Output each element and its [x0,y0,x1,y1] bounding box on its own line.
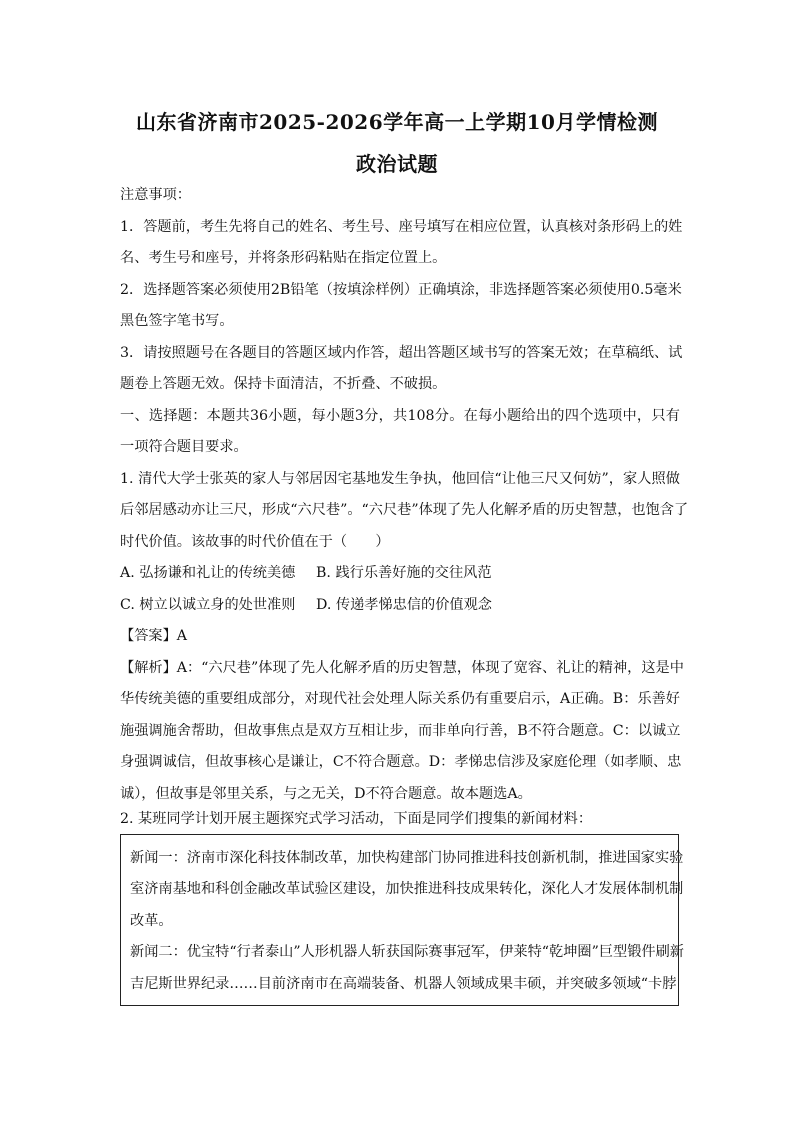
news-line: 室济南基地和科创金融改革试验区建设，加快推进科技成果转化，深化人才发展体制机制 [130,881,684,897]
news-line: 新闻二：优宝特“行者泰山”人形机器人斩获国际赛事冠军，伊莱特“乾坤圈”巨型锻件刷新 [130,944,684,960]
exam-title: 山东省济南市2025-2026学年高一上学期10月学情检测 [136,110,658,134]
question-1-stem: 1. 清代大学士张英的家人与邻居因宅基地发生争执，他回信“让他三尺又何妨”，家人照做 [120,471,680,487]
notice-line: 黑色签字笔书写。 [120,313,234,329]
exam-subtitle: 政治试题 [356,152,438,176]
question-1-analysis: 华传统美德的重要组成部分，对现代社会处理人际关系仍有重要启示，A正确。B：乐善好 [120,691,680,707]
question-1-option-a: A. 弘扬谦和礼让的传统美德 [120,565,296,581]
question-1-analysis: 【解析】A：“六尺巷”体现了先人化解矛盾的历史智慧，体现了宽容、礼让的精神，这是中 [120,660,684,676]
news-line: 吉尼斯世界纪录……目前济南市在高端装备、机器人领域成果丰硕，并突破多领域“卡脖 [130,976,677,992]
question-1-option-c: C. 树立以诚立身的处世准则 [120,597,296,613]
question-1-analysis: 诚），但故事是邻里关系，与之无关，D不符合题意。故本题选A。 [120,786,532,802]
question-2-stem: 2. 某班同学计划开展主题探究式学习活动，下面是同学们搜集的新闻材料： [120,811,593,827]
notice-heading: 注意事项： [120,187,191,203]
section-heading: 一、选择题：本题共36小题，每小题3分，共108分。在每小题给出的四个选项中，只有 [120,408,680,424]
question-1-answer: 【答案】A [120,628,187,644]
question-1-stem: 后邻居感动亦让三尺，形成“六尺巷”。“六尺巷”体现了先人化解矛盾的历史智慧，也饱含了 [120,502,689,518]
news-line: 新闻一：济南市深化科技体制改革，加快构建部门协同推进科技创新机制，推进国家实验 [130,850,684,866]
question-1-option-b: B. 践行乐善好施的交往风范 [316,565,492,581]
section-heading: 一项符合题目要求。 [120,439,248,455]
news-line: 改革。 [130,913,173,929]
question-1-analysis: 身强调诚信，但故事核心是谦让，C不符合题意。D：孝悌忠信涉及家庭伦理（如孝顺、忠 [120,754,682,770]
notice-line: 题卷上答题无效。保持卡面清洁，不折叠、不破损。 [120,376,447,392]
notice-line: 3．请按照题号在各题目的答题区域内作答，超出答题区域书写的答案无效；在草稿纸、试 [120,345,683,361]
notice-line: 名、考生号和座号，并将条形码粘贴在指定位置上。 [120,250,447,266]
question-1-stem: 时代价值。该故事的时代价值在于（ ） [120,534,390,550]
question-1-option-d: D. 传递孝悌忠信的价值观念 [316,597,492,613]
notice-line: 1．答题前，考生先将自己的姓名、考生号、座号填写在相应位置，认真核对条形码上的姓 [120,219,683,235]
question-1-analysis: 施强调施舍帮助，但故事焦点是双方互相让步，而非单向行善，B不符合题意。C：以诚立 [120,723,681,739]
notice-line: 2．选择题答案必须使用2B铅笔（按填涂样例）正确填涂，非选择题答案必须使用0.5毫米 [120,282,682,298]
